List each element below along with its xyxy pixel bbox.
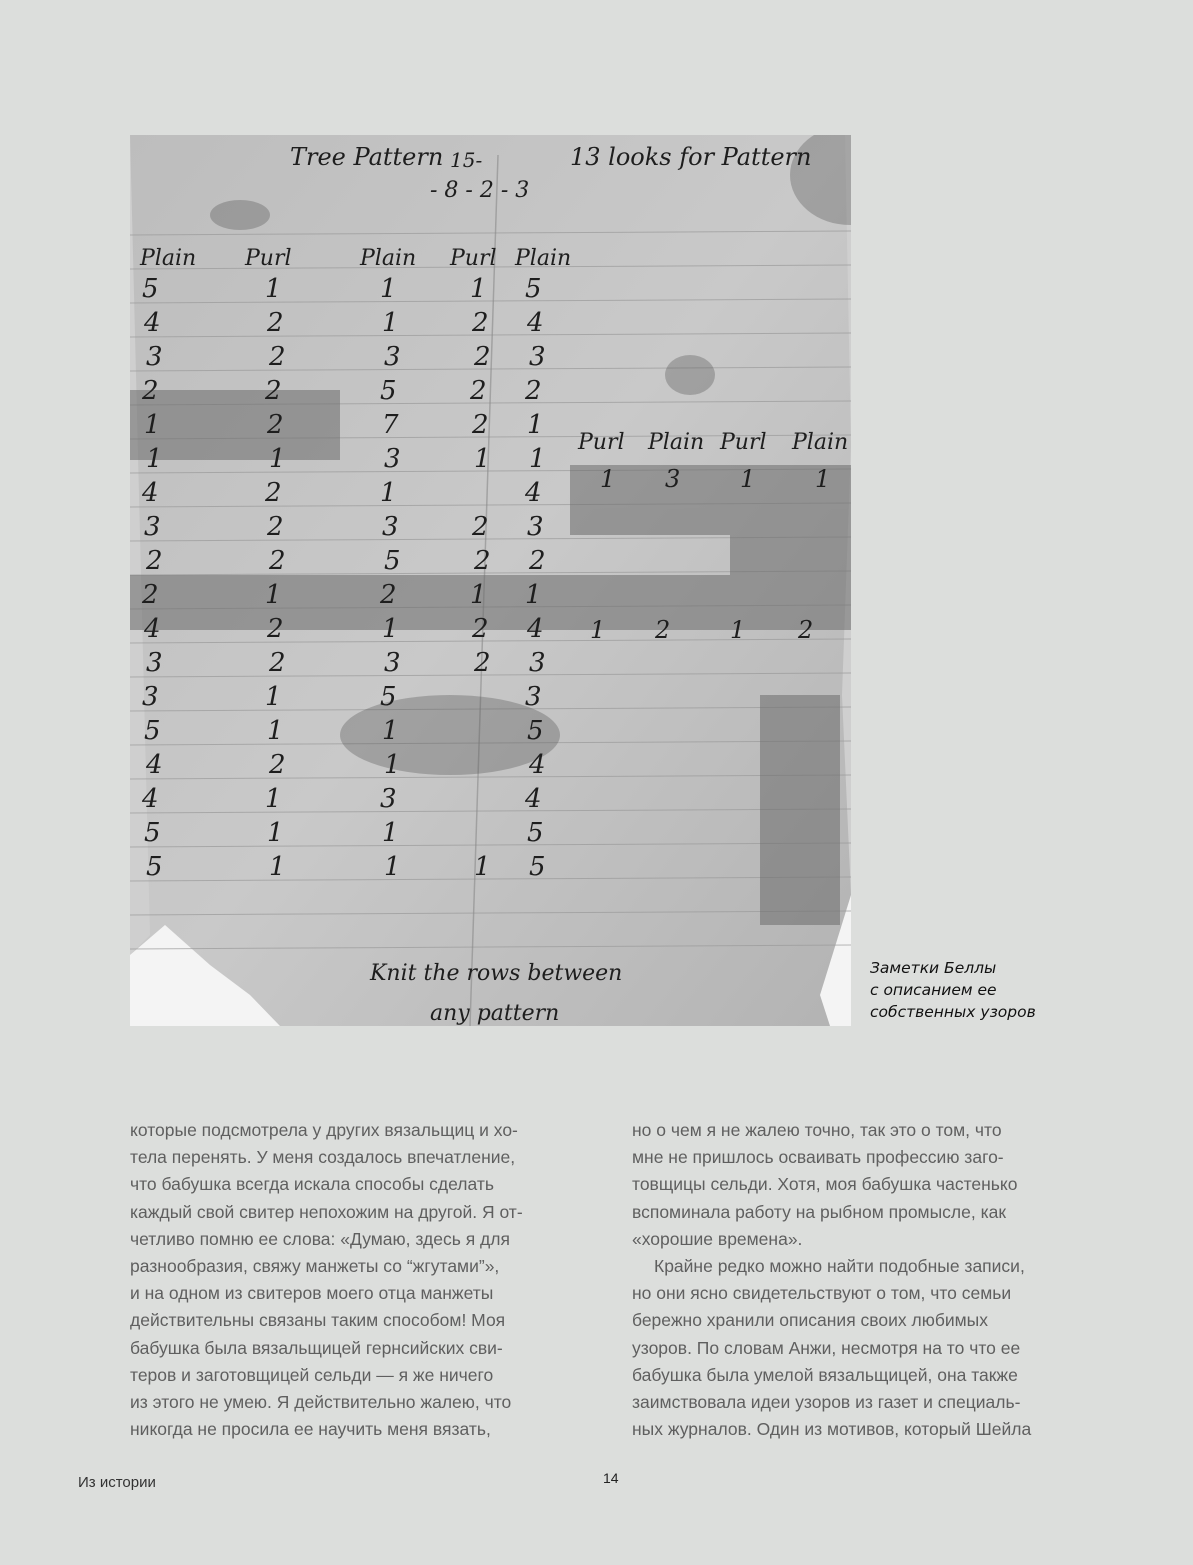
- text-line: каждый свой свитер непохожим на другой. Я от-: [130, 1201, 523, 1222]
- text-line: бережно хранили описания своих любимых: [632, 1310, 989, 1331]
- text-line: но они ясно свидетельствуют о том, что семьи: [632, 1283, 1012, 1304]
- notes-cell: 4: [527, 308, 544, 338]
- notes-cell: 2: [472, 614, 489, 644]
- notes-side-header: Purl: [720, 430, 767, 455]
- text-line: которые подсмотрела у других вязальщиц и хо-: [130, 1120, 518, 1140]
- notes-cell: 5: [146, 852, 163, 882]
- notes-cell: 2: [269, 648, 286, 678]
- notes-cell: 2: [525, 376, 542, 406]
- notes-cell: 3: [142, 682, 159, 712]
- caption-line: с описанием ее: [870, 981, 997, 999]
- notes-footer-1: Knit the rows between: [370, 961, 623, 986]
- notes-cell: 1: [474, 444, 491, 474]
- notes-cell: 4: [142, 478, 159, 508]
- notes-cell: 1: [269, 444, 286, 474]
- text-line: бабушка была вязальщицей гернсийских сви-: [130, 1337, 503, 1358]
- notes-cell: 2: [269, 546, 286, 576]
- caption-line: Заметки Беллы: [870, 959, 997, 977]
- notes-header: Plain: [515, 246, 572, 271]
- notes-cell: 2: [142, 580, 159, 610]
- notes-cell: 1: [146, 444, 163, 474]
- notes-cell: 3: [529, 342, 546, 372]
- notes-cell: 2: [146, 546, 163, 576]
- notes-cell: 5: [142, 274, 159, 304]
- notes-cell: 1: [267, 716, 284, 746]
- notes-cell: 1: [267, 818, 284, 848]
- notes-cell: 3: [382, 512, 399, 542]
- notes-cell: 1: [265, 784, 282, 814]
- notes-cell: 2: [267, 512, 284, 542]
- text-line: разнообразия, свяжу манжеты со “жгутами”»,: [130, 1256, 500, 1277]
- notes-cell: 4: [142, 784, 159, 814]
- notes-cell: 3: [384, 342, 401, 372]
- notes-footer-2: any pattern: [430, 1001, 560, 1026]
- notes-cell: 2: [267, 410, 284, 440]
- notes-cell: 5: [380, 376, 397, 406]
- notes-cell: 5: [384, 546, 401, 576]
- handwritten-notes-photo: [130, 135, 851, 1026]
- text-line: ных журналов. Один из мотивов, который Шейла: [632, 1419, 1032, 1440]
- notes-cell: 1: [529, 444, 546, 474]
- notes-cell: 1: [380, 274, 397, 304]
- notes-cell: 1: [474, 852, 491, 882]
- notes-cell: 1: [265, 682, 282, 712]
- notes-cell: 3: [146, 342, 163, 372]
- body-text-right-column: [632, 1117, 1077, 1443]
- notes-title-right: 13 looks for Pattern: [570, 143, 812, 171]
- notes-cell: 4: [144, 308, 161, 338]
- notes-cell: 2: [472, 308, 489, 338]
- notes-cell: 4: [527, 614, 544, 644]
- notes-cell: 4: [525, 784, 542, 814]
- notes-cell: 4: [144, 614, 161, 644]
- notes-cell: 1: [265, 580, 282, 610]
- text-line: мне не пришлось осваивать профессию заго-: [632, 1147, 1004, 1168]
- notes-cell: 1: [525, 580, 542, 610]
- text-line: заимствовала идеи узоров из газет и специаль-: [632, 1392, 1021, 1413]
- notes-cell: 1: [527, 410, 544, 440]
- notes-title-left: Tree Pattern: [290, 143, 444, 171]
- text-line: из этого не умею. Я действительно жалею, что: [130, 1392, 512, 1413]
- notes-cell: 2: [265, 376, 282, 406]
- notes-cell: 2: [529, 546, 546, 576]
- notes-cell: 1: [384, 750, 401, 780]
- text-line: но о чем я не жалею точно, так это о том, что: [632, 1120, 1002, 1140]
- notes-cell: 5: [144, 716, 161, 746]
- notes-header: Plain: [360, 246, 417, 271]
- notes-side-cell: 1: [600, 465, 616, 493]
- notes-cell: 2: [142, 376, 159, 406]
- notes-side-cell: 2: [655, 616, 671, 644]
- text-line: товщицы сельди. Хотя, моя бабушка частенько: [632, 1174, 1018, 1195]
- notes-cell: 2: [269, 342, 286, 372]
- notes-side-cell: 1: [815, 465, 831, 493]
- notes-side-header: Plain: [792, 430, 849, 455]
- text-line: тела перенять. У меня создалось впечатление,: [130, 1147, 516, 1168]
- notes-cell: 3: [144, 512, 161, 542]
- text-line: четливо помню ее слова: «Думаю, здесь я для: [130, 1228, 510, 1249]
- notes-cell: 2: [265, 478, 282, 508]
- photo-caption: [870, 957, 1170, 1023]
- notes-cell: 1: [265, 274, 282, 304]
- notes-cell: 2: [470, 376, 487, 406]
- notes-cell: 3: [146, 648, 163, 678]
- notes-cell: 5: [527, 716, 544, 746]
- notes-header: Plain: [140, 246, 197, 271]
- notes-cell: 5: [527, 818, 544, 848]
- notes-title-mid: 15-: [450, 148, 483, 172]
- notes-header: Purl: [245, 246, 292, 271]
- text-line: теров и заготовщицей сельди — я же ничего: [130, 1364, 494, 1385]
- notes-cell: 4: [146, 750, 163, 780]
- text-line: узоров. По словам Анжи, несмотря на то что ее: [632, 1337, 1021, 1358]
- notes-cell: 1: [382, 818, 399, 848]
- text-line: бабушка была умелой вязальщицей, она также: [632, 1364, 1018, 1385]
- notes-cell: 3: [527, 512, 544, 542]
- notes-cell: 3: [525, 682, 542, 712]
- notes-cell: 2: [474, 546, 491, 576]
- text-line: что бабушка всегда искала способы сделать: [130, 1174, 494, 1195]
- notes-cell: 3: [529, 648, 546, 678]
- running-head: Из истории: [78, 1474, 156, 1491]
- text-line: вспоминала работу на рыбном промысле, как: [632, 1201, 1007, 1222]
- notes-header: Purl: [450, 246, 497, 271]
- notes-cell: 1: [470, 274, 487, 304]
- notes-cell: 5: [525, 274, 542, 304]
- text-line: Крайне редко можно найти подобные записи,: [654, 1256, 1025, 1277]
- notes-cell: 1: [144, 410, 161, 440]
- notes-side-cell: 1: [730, 616, 746, 644]
- notes-cell: 2: [474, 342, 491, 372]
- notes-cell: 5: [144, 818, 161, 848]
- notes-cell: 2: [472, 512, 489, 542]
- notes-cell: 2: [472, 410, 489, 440]
- notes-cell: 1: [382, 716, 399, 746]
- notes-cell: 4: [525, 478, 542, 508]
- notes-cell: 5: [380, 682, 397, 712]
- notes-cell: 4: [529, 750, 546, 780]
- notes-side-header: Plain: [648, 430, 705, 455]
- notes-side-cell: 2: [798, 616, 814, 644]
- notes-side-cell: 1: [590, 616, 606, 644]
- notes-cell: 1: [382, 614, 399, 644]
- notes-cell: 1: [380, 478, 397, 508]
- notes-cell: 3: [380, 784, 397, 814]
- notes-cell: 3: [384, 444, 401, 474]
- notes-image: [130, 135, 851, 1026]
- notes-side-cell: 1: [740, 465, 756, 493]
- notes-cell: 2: [267, 614, 284, 644]
- notes-cell: 2: [474, 648, 491, 678]
- text-line: и на одном из свитеров моего отца манжеты: [130, 1283, 494, 1304]
- notes-cell: 2: [380, 580, 397, 610]
- notes-side-cell: 3: [665, 465, 681, 493]
- notes-cell: 3: [384, 648, 401, 678]
- notes-cell: 1: [470, 580, 487, 610]
- caption-line: собственных узоров: [870, 1003, 1036, 1021]
- text-line: действительны связаны таким способом! Моя: [130, 1310, 506, 1331]
- body-text-left-column: [130, 1117, 590, 1443]
- notes-cell: 2: [269, 750, 286, 780]
- notes-cell: 2: [267, 308, 284, 338]
- notes-cell: 1: [384, 852, 401, 882]
- text-line: «хорошие времена».: [632, 1228, 803, 1249]
- notes-cell: 1: [382, 308, 399, 338]
- page-number: 14: [603, 1470, 619, 1486]
- notes-cell: 7: [382, 410, 399, 440]
- notes-side-header: Purl: [578, 430, 625, 455]
- text-line: никогда не просила ее научить меня вязать,: [130, 1419, 491, 1440]
- notes-cell: 1: [269, 852, 286, 882]
- notes-subtitle: - 8 - 2 - 3: [430, 178, 530, 203]
- notes-cell: 5: [529, 852, 546, 882]
